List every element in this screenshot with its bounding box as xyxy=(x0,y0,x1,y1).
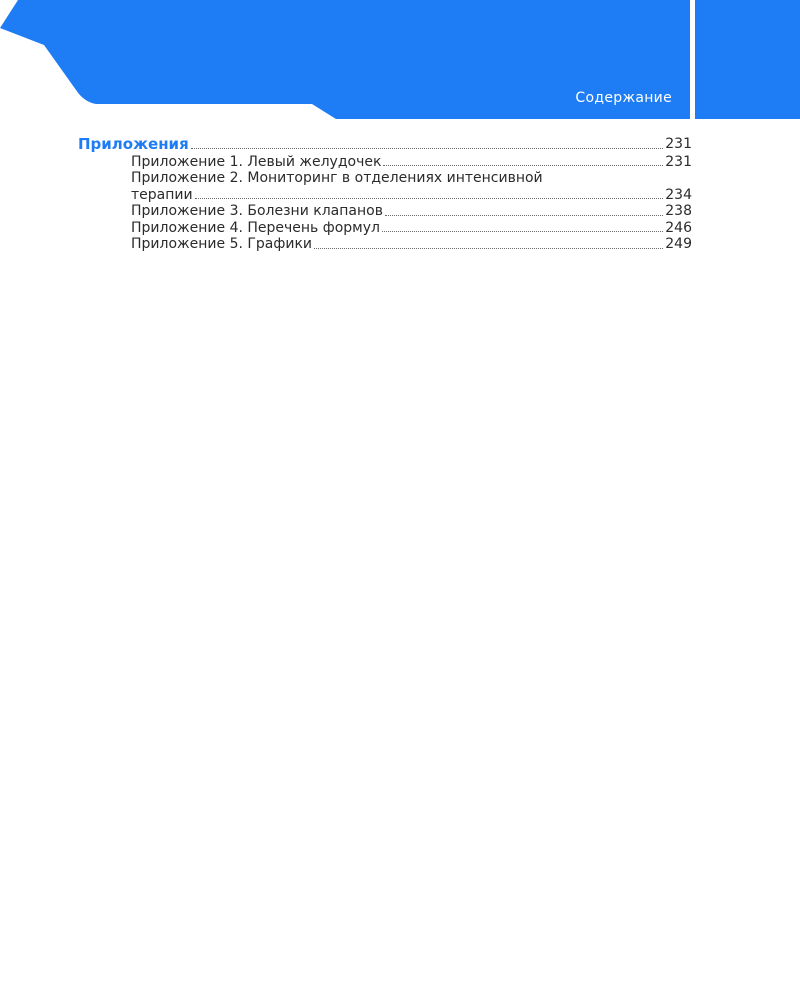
table-of-contents xyxy=(78,136,692,253)
toc-item-title[interactable]: Приложение 3. Болезни клапанов xyxy=(131,203,383,219)
toc-page-number: 246 xyxy=(665,219,692,236)
toc-item-3[interactable] xyxy=(78,203,692,220)
toc-page-number: 249 xyxy=(665,236,692,252)
toc-item-title[interactable]: Приложение 4. Перечень формул xyxy=(131,219,380,236)
toc-page-number: 238 xyxy=(665,203,692,219)
toc-item-4[interactable] xyxy=(78,220,692,237)
toc-page-number: 234 xyxy=(665,186,692,203)
toc-item-title[interactable]: Приложение 1. Левый желудочек xyxy=(131,153,382,170)
toc-section-title[interactable]: Приложения xyxy=(78,135,189,153)
header-title: Содержание xyxy=(575,90,672,106)
toc-leader-dots xyxy=(383,165,663,166)
toc-item-5[interactable] xyxy=(78,236,692,253)
toc-leader-dots xyxy=(382,231,663,232)
toc-item-title-line1[interactable]: Приложение 2. Мониторинг в отделениях интенсивной xyxy=(131,170,543,186)
toc-item-1[interactable] xyxy=(78,154,692,171)
header-banner xyxy=(0,0,800,125)
toc-leader-dots xyxy=(195,198,664,199)
toc-page-number: 231 xyxy=(665,153,692,170)
toc-item-2-line2 xyxy=(131,187,692,204)
header-side-tab xyxy=(695,0,800,119)
toc-item-title-line2[interactable]: терапии xyxy=(131,186,193,203)
toc-leader-dots xyxy=(314,248,663,249)
toc-section-row[interactable] xyxy=(78,136,692,153)
toc-leader-dots xyxy=(385,215,663,216)
toc-page-number: 231 xyxy=(665,136,692,152)
toc-item-2[interactable] xyxy=(78,170,692,203)
toc-leader-dots xyxy=(191,148,664,149)
toc-item-title[interactable]: Приложение 5. Графики xyxy=(131,236,313,252)
